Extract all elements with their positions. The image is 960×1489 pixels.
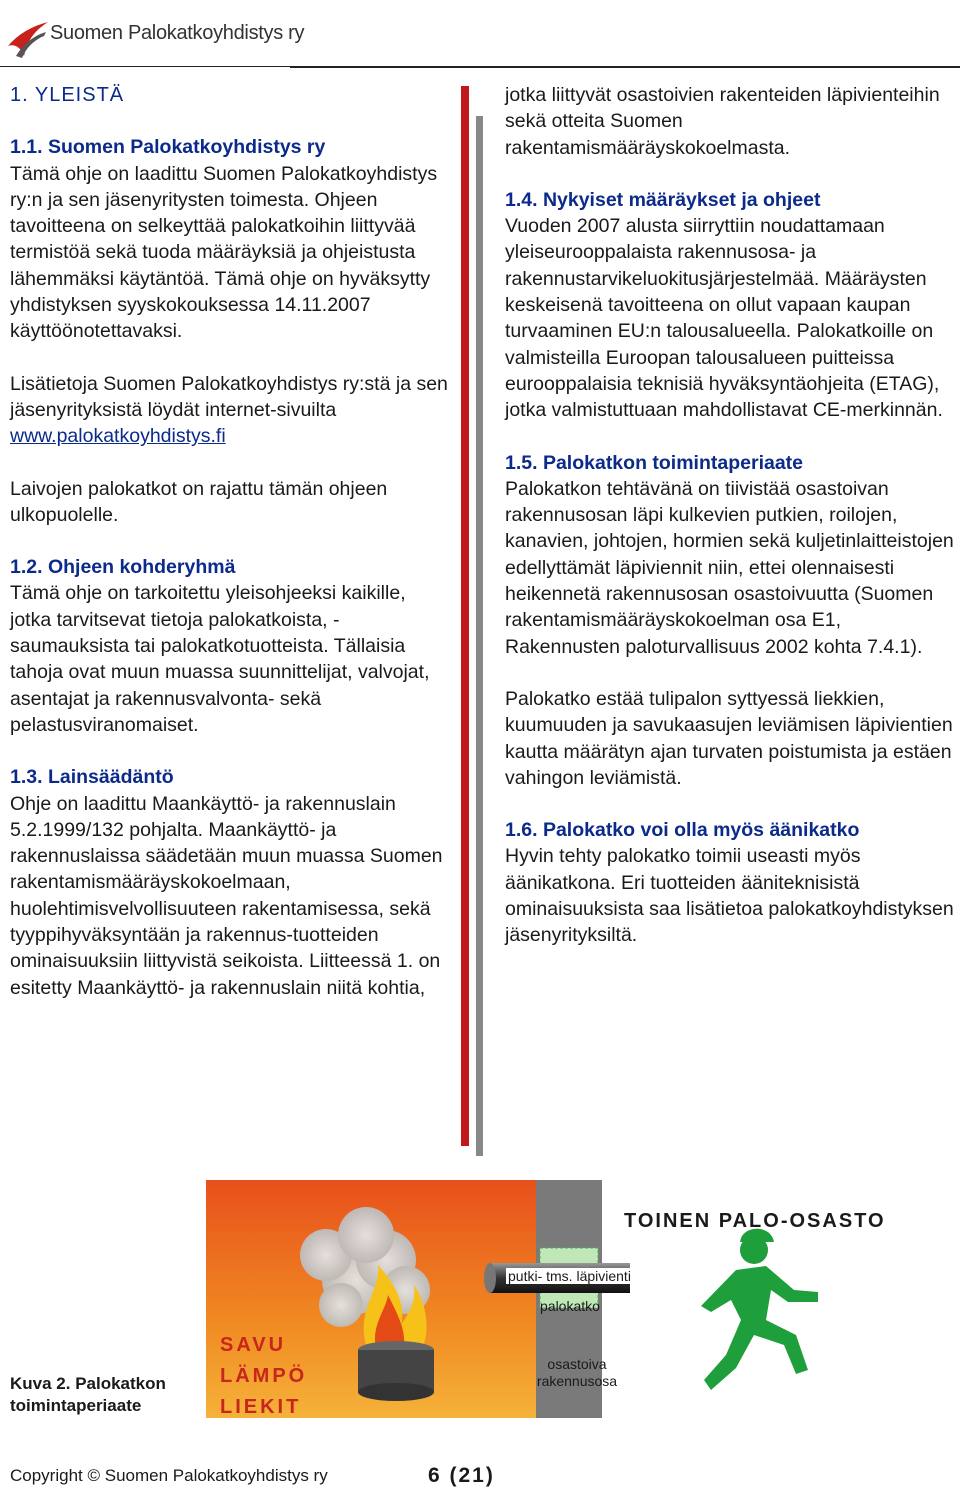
right-column bbox=[505, 82, 955, 975]
website-link[interactable]: www.palokatkoyhdistys.fi bbox=[10, 425, 226, 448]
section-title: 1.1. Suomen Palokatkoyhdistys ry bbox=[10, 136, 326, 159]
section-body: Hyvin tehty palokatko toimii useasti myös äänikatkona. Eri tuotteiden ääniteknisistä ominaisuuksista saa lisätietoa palokatkoyhdistyksen jäsenyrityksiltä. bbox=[505, 845, 954, 947]
caption-line2: toimintaperiaate bbox=[10, 1396, 142, 1415]
info-text: Lisätietoja Suomen Palokatkoyhdistys ry:stä ja sen jäsenyrityksistä löydät internet-sivuilta bbox=[10, 372, 448, 421]
decorative-gray-bar bbox=[476, 116, 483, 1156]
hazard-smoke: SAVU bbox=[220, 1334, 287, 1356]
info-paragraph bbox=[10, 371, 450, 450]
wall-label-line1: osastoiva bbox=[547, 1356, 607, 1372]
section-1-5-extra: Palokatko estää tulipalon syttyessä liekkien, kuumuuden ja savukaasujen leviämisen läpivientien kautta määrätyn ajan turvaten poistumista ja estäen vahingon leviämistä. bbox=[505, 687, 953, 789]
ships-paragraph: Laivojen palokatkot on rajattu tämän ohjeen ulkopuolelle. bbox=[10, 477, 388, 526]
section-title: 1.4. Nykyiset määräykset ja ohjeet bbox=[505, 188, 821, 211]
continued-paragraph: jotka liittyvät osastoivien rakenteiden läpivienteihin sekä otteita Suomen rakentamismääräyskokoelmasta. bbox=[505, 84, 940, 159]
seal-label: palokatko bbox=[540, 1298, 600, 1314]
section-1-3 bbox=[10, 764, 450, 1001]
decorative-red-bar bbox=[461, 86, 469, 1146]
logo-icon bbox=[6, 16, 50, 60]
section-1-2 bbox=[10, 554, 450, 738]
section-title: 1.3. Lainsäädäntö bbox=[10, 766, 174, 789]
chapter-heading: 1. YLEISTÄ bbox=[10, 84, 125, 106]
section-body: Ohje on laadittu Maankäyttö- ja rakennuslain 5.2.1999/132 pohjalta. Maankäyttö- ja rakennuslaissa säädetään muun muassa Suomen rakentamismääräyskokoelmaan, huolehtimisvelvollisuuteen rakentamisessa, sekä tyyppihyväksyntään ja rakennus-tuotteiden ominaisuuksiin liittyvistä seikoista. Liitteessä 1. on esitetty Maankäyttö- ja rakennuslain niitä kohtia, bbox=[10, 792, 443, 999]
wall-label bbox=[534, 1356, 620, 1390]
header-divider-bold bbox=[290, 66, 960, 68]
section-body: Palokatkon tehtävänä on tiivistää osastoivan rakennusosan läpi kulkevien putkien, roilojen, kanavien, johtojen, hormien sekä kuljetinlaitteistojen edellyttämät läpiviennit niin, ettei olennaisesti heikennetä rakennusosan osastoivuutta (Suomen rakentamismääräyskokoelman osa E1, Rakennusten paloturvallisuus 2002 kohta 7.4.1). bbox=[505, 477, 954, 658]
section-body: Tämä ohje on tarkoitettu yleisohjeeksi kaikille, jotka tarvitsevat tietoja palokatkoista, -saumauksista tai palokatkotuotteista. Tällaisia tahoja ovat muun muassa suunnittelijat, valvojat, asentajat ja rakennusvalvonta- sekä pelastusviranomaiset. bbox=[10, 582, 430, 736]
header-divider bbox=[0, 66, 290, 67]
section-1-4 bbox=[505, 187, 955, 424]
caption-line1: Kuva 2. Palokatkon bbox=[10, 1374, 166, 1393]
section-1-6 bbox=[505, 817, 955, 948]
section-1-5 bbox=[505, 450, 955, 660]
section-title: 1.5. Palokatkon toimintaperiaate bbox=[505, 451, 804, 474]
other-section-label: TOINEN PALO-OSASTO bbox=[624, 1210, 886, 1232]
pipe-label: putki- tms. läpivienti bbox=[508, 1268, 631, 1284]
hazard-list bbox=[220, 1330, 307, 1423]
hazard-heat: LÄMPÖ bbox=[220, 1365, 308, 1387]
hazard-flames: LIEKIT bbox=[220, 1396, 302, 1418]
figure-caption bbox=[10, 1373, 166, 1417]
page-number: 6 (21) bbox=[428, 1464, 495, 1487]
footer-copyright: Copyright © Suomen Palokatkoyhdistys ry bbox=[10, 1466, 328, 1485]
left-column bbox=[10, 82, 450, 1027]
section-title: 1.6. Palokatko voi olla myös äänikatko bbox=[505, 819, 860, 842]
section-1-1 bbox=[10, 134, 450, 344]
page-header bbox=[0, 0, 960, 70]
fire-stop-figure bbox=[206, 1170, 960, 1418]
section-body: Vuoden 2007 alusta siirryttiin noudattamaan yleiseurooppalaista rakennusosa- ja rakennustarvikeluokitusjärjestelmää. Määräysten keskeisenä tavoitteena on ollut vapaan kaupan turvaaminen EU:n talousalueella. Palokatkoille on valmisteilla Euroopan talousalueen puitteissa eurooppalaisia teknisiä hyväksyntäohjeita (ETAG), jotka valmistuttuaan mahdollistavat CE-merkinnän. bbox=[505, 215, 943, 422]
wall-label-line2: rakennusosa bbox=[536, 1373, 618, 1389]
org-name: Suomen Palokatkoyhdistys ry bbox=[50, 22, 305, 44]
section-title: 1.2. Ohjeen kohderyhmä bbox=[10, 556, 236, 579]
section-body: Tämä ohje on laadittu Suomen Palokatkoyhdistys ry:n ja sen jäsenyritysten toimesta. Ohjeen tavoitteena on selkeyttää palokatkoihin liittyvää termistöä sekä tuoda määräyksiä ja ohjeistusta lähemmäksi käytäntöä. Tämä ohje on hyväksytty yhdistyksen syyskokouksessa 14.11.2007 käyttöönotettavaksi. bbox=[10, 162, 438, 343]
